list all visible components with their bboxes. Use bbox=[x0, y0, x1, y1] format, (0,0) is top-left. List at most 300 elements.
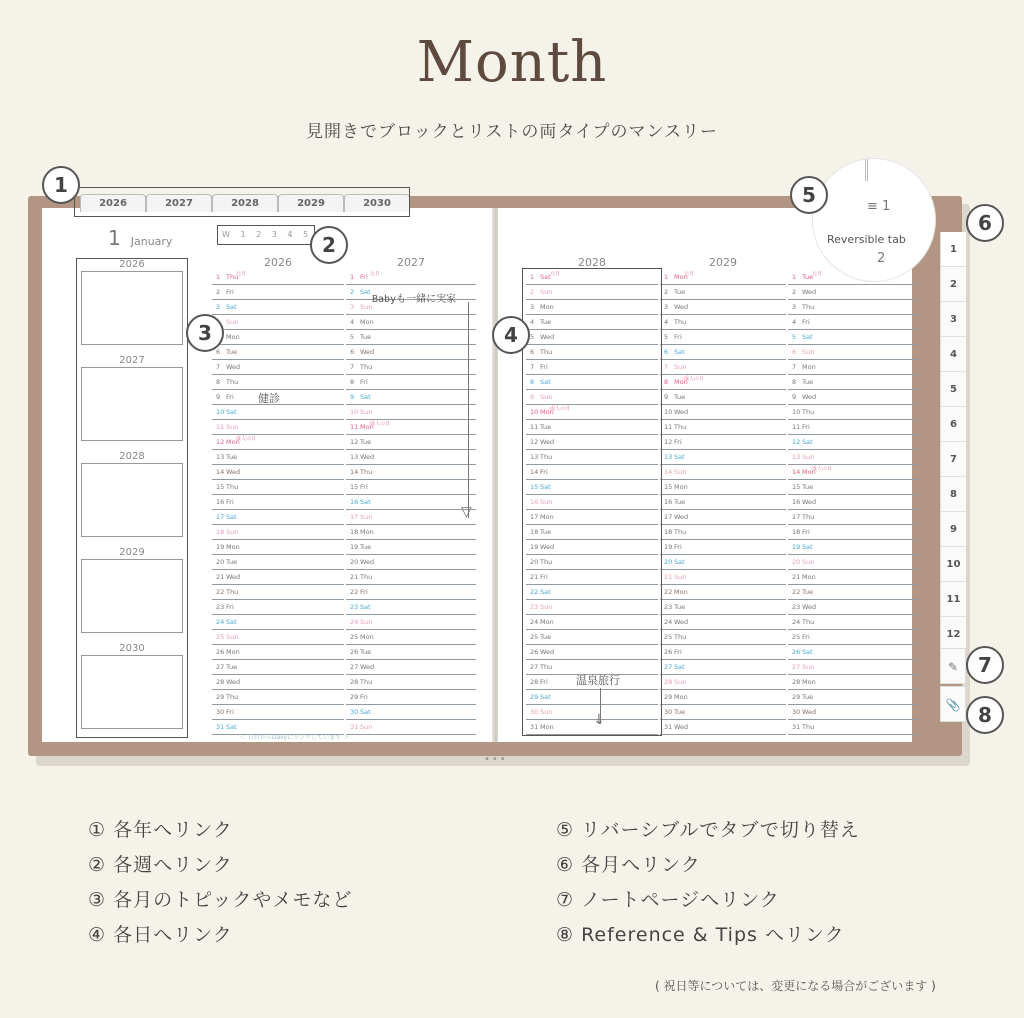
day-weekday: Sat bbox=[360, 708, 371, 716]
day-row[interactable] bbox=[212, 630, 344, 645]
day-row[interactable] bbox=[212, 420, 344, 435]
day-weekday: Sat bbox=[674, 453, 685, 461]
day-weekday: Fri bbox=[360, 693, 368, 701]
day-number: 5 bbox=[350, 333, 355, 341]
day-weekday: Sun bbox=[674, 468, 687, 476]
day-weekday: Thu bbox=[802, 513, 815, 521]
day-number: 31 bbox=[350, 723, 359, 731]
day-number: 31 bbox=[664, 723, 673, 731]
month-tab-9[interactable]: 9 bbox=[940, 512, 966, 547]
reversible-tab-side-b[interactable]: 2 bbox=[877, 251, 886, 266]
day-number: 13 bbox=[530, 453, 539, 461]
day-row[interactable] bbox=[212, 660, 344, 675]
day-weekday: Fri bbox=[540, 678, 548, 686]
day-row[interactable] bbox=[660, 570, 786, 585]
day-row[interactable] bbox=[660, 615, 786, 630]
day-row[interactable] bbox=[660, 480, 786, 495]
day-row[interactable] bbox=[212, 465, 344, 480]
day-weekday: Mon bbox=[360, 528, 374, 536]
day-row[interactable] bbox=[660, 510, 786, 525]
day-row[interactable] bbox=[346, 330, 476, 345]
day-row[interactable] bbox=[346, 465, 476, 480]
month-tab-7[interactable]: 7 bbox=[940, 442, 966, 477]
day-weekday: Sat bbox=[540, 483, 551, 491]
month-tab-4[interactable]: 4 bbox=[940, 337, 966, 372]
day-row[interactable] bbox=[788, 450, 920, 465]
day-row[interactable] bbox=[660, 420, 786, 435]
day-row[interactable] bbox=[660, 555, 786, 570]
day-number: 23 bbox=[664, 603, 673, 611]
day-weekday: Mon bbox=[226, 543, 240, 551]
day-number: 26 bbox=[530, 648, 539, 656]
day-number: 8 bbox=[664, 378, 669, 386]
legend-item-8: ⑧ Reference & Tips へリンク bbox=[556, 924, 845, 946]
day-number: 10 bbox=[664, 408, 673, 416]
day-weekday: Sat bbox=[360, 603, 371, 611]
day-row[interactable] bbox=[788, 720, 920, 735]
month-tab-11[interactable]: 11 bbox=[940, 582, 966, 617]
day-row[interactable] bbox=[346, 705, 476, 720]
day-row[interactable] bbox=[788, 660, 920, 675]
day-weekday: Fri bbox=[226, 498, 234, 506]
day-row[interactable] bbox=[788, 510, 920, 525]
day-weekday: Thu bbox=[226, 273, 239, 281]
year-topic-box[interactable] bbox=[81, 655, 183, 729]
day-weekday: Tue bbox=[360, 333, 372, 341]
day-row[interactable] bbox=[788, 555, 920, 570]
day-number: 26 bbox=[792, 648, 801, 656]
day-row[interactable] bbox=[788, 675, 920, 690]
day-number: 28 bbox=[664, 678, 673, 686]
day-number: 2 bbox=[530, 288, 535, 296]
day-weekday: Tue bbox=[540, 528, 552, 536]
legend-item-7: ⑦ ノートページへリンク bbox=[556, 889, 780, 911]
day-row[interactable] bbox=[346, 420, 476, 435]
day-weekday: Sun bbox=[540, 708, 553, 716]
day-number: 23 bbox=[216, 603, 225, 611]
day-row[interactable] bbox=[212, 405, 344, 420]
day-row[interactable] bbox=[346, 720, 476, 735]
day-row[interactable] bbox=[788, 495, 920, 510]
day-weekday: Wed bbox=[540, 438, 555, 446]
day-row[interactable] bbox=[346, 540, 476, 555]
day-number: 19 bbox=[792, 543, 801, 551]
day-row[interactable] bbox=[660, 660, 786, 675]
day-weekday: Sun bbox=[360, 618, 373, 626]
day-row[interactable] bbox=[212, 360, 344, 375]
week-link-w[interactable]: W bbox=[222, 230, 230, 239]
day-row[interactable] bbox=[212, 690, 344, 705]
day-weekday: Wed bbox=[674, 303, 689, 311]
day-weekday: Sun bbox=[674, 573, 687, 581]
day-weekday: Sun bbox=[802, 348, 815, 356]
day-row[interactable] bbox=[788, 420, 920, 435]
day-weekday: Mon bbox=[226, 438, 240, 446]
day-row[interactable] bbox=[212, 600, 344, 615]
day-row[interactable] bbox=[788, 345, 920, 360]
callout-badge-8: 8 bbox=[966, 696, 1004, 734]
day-row[interactable] bbox=[660, 540, 786, 555]
day-number: 24 bbox=[216, 618, 225, 626]
day-row[interactable] bbox=[660, 285, 786, 300]
day-row[interactable] bbox=[660, 345, 786, 360]
day-number: 9 bbox=[216, 393, 221, 401]
day-weekday: Mon bbox=[360, 318, 374, 326]
day-number: 9 bbox=[792, 393, 797, 401]
year-tab-2028[interactable]: 2028 bbox=[212, 194, 278, 212]
legend-item-6: ⑥ 各月へリンク bbox=[556, 854, 701, 876]
day-row[interactable] bbox=[212, 480, 344, 495]
day-row[interactable] bbox=[346, 615, 476, 630]
day-row[interactable] bbox=[346, 345, 476, 360]
day-weekday: Sat bbox=[226, 618, 237, 626]
day-weekday: Thu bbox=[360, 678, 373, 686]
day-number: 9 bbox=[350, 393, 355, 401]
day-row[interactable] bbox=[346, 450, 476, 465]
day-number: 8 bbox=[216, 378, 221, 386]
month-tab-8[interactable]: 8 bbox=[940, 477, 966, 512]
day-row[interactable] bbox=[660, 585, 786, 600]
week-link-5[interactable]: 5 bbox=[303, 230, 309, 239]
legend-left bbox=[88, 815, 352, 955]
day-number: 24 bbox=[350, 618, 359, 626]
day-number: 24 bbox=[530, 618, 539, 626]
year-topic-box[interactable] bbox=[81, 367, 183, 441]
day-row[interactable] bbox=[346, 585, 476, 600]
day-row[interactable] bbox=[660, 435, 786, 450]
day-number: 11 bbox=[530, 423, 539, 431]
day-row[interactable] bbox=[660, 450, 786, 465]
day-row[interactable] bbox=[788, 630, 920, 645]
day-row[interactable] bbox=[788, 540, 920, 555]
day-row[interactable] bbox=[212, 450, 344, 465]
day-row[interactable] bbox=[660, 645, 786, 660]
day-number: 21 bbox=[664, 573, 673, 581]
day-weekday: Mon bbox=[802, 573, 816, 581]
day-weekday: Mon bbox=[226, 648, 240, 656]
day-row[interactable] bbox=[212, 615, 344, 630]
day-row[interactable] bbox=[660, 315, 786, 330]
day-list-2030 bbox=[788, 270, 920, 735]
daily-link-note: ＜ 日付からDailyにリンクしています ＞ bbox=[240, 734, 349, 741]
day-number: 1 bbox=[792, 273, 797, 281]
day-row[interactable] bbox=[212, 705, 344, 720]
day-number: 19 bbox=[350, 543, 359, 551]
day-weekday: Wed bbox=[360, 558, 375, 566]
day-row[interactable] bbox=[788, 390, 920, 405]
day-weekday: Wed bbox=[226, 573, 241, 581]
day-number: 8 bbox=[350, 378, 355, 386]
day-weekday: Sun bbox=[802, 453, 815, 461]
day-row[interactable] bbox=[346, 480, 476, 495]
day-row[interactable] bbox=[788, 645, 920, 660]
day-number: 3 bbox=[530, 303, 535, 311]
day-row[interactable] bbox=[660, 375, 786, 390]
month-tab-2[interactable]: 2 bbox=[940, 267, 966, 302]
day-number: 2 bbox=[664, 288, 669, 296]
month-tab-10[interactable]: 10 bbox=[940, 547, 966, 582]
day-weekday: Wed bbox=[360, 663, 375, 671]
day-weekday: Tue bbox=[360, 648, 372, 656]
day-row[interactable] bbox=[346, 645, 476, 660]
day-row[interactable] bbox=[660, 270, 786, 285]
day-weekday: Mon bbox=[226, 333, 240, 341]
month-tab-6[interactable]: 6 bbox=[940, 407, 966, 442]
year-topic-box[interactable] bbox=[81, 559, 183, 633]
day-weekday: Mon bbox=[802, 468, 816, 476]
day-weekday: Tue bbox=[540, 633, 552, 641]
day-number: 12 bbox=[530, 438, 539, 446]
day-number: 20 bbox=[664, 558, 673, 566]
day-row[interactable] bbox=[660, 360, 786, 375]
day-number: 22 bbox=[350, 588, 359, 596]
day-number: 29 bbox=[664, 693, 673, 701]
day-row[interactable] bbox=[788, 690, 920, 705]
day-weekday: Sat bbox=[226, 513, 237, 521]
day-row[interactable] bbox=[788, 405, 920, 420]
day-row[interactable] bbox=[346, 375, 476, 390]
day-number: 4 bbox=[350, 318, 355, 326]
day-weekday: Thu bbox=[674, 318, 687, 326]
day-weekday: Tue bbox=[674, 288, 686, 296]
year-topic-box[interactable] bbox=[81, 271, 183, 345]
day-weekday: Tue bbox=[360, 438, 372, 446]
day-row[interactable] bbox=[788, 465, 920, 480]
legend-right bbox=[556, 815, 860, 955]
day-number: 15 bbox=[530, 483, 539, 491]
day-number: 12 bbox=[216, 438, 225, 446]
day-row[interactable] bbox=[346, 405, 476, 420]
year-tab-2026[interactable]: 2026 bbox=[80, 194, 146, 212]
day-row[interactable] bbox=[212, 330, 344, 345]
day-row[interactable] bbox=[346, 360, 476, 375]
day-weekday: Fri bbox=[360, 273, 368, 281]
note-pen-icon[interactable]: ✎ bbox=[940, 648, 966, 684]
day-number: 22 bbox=[664, 588, 673, 596]
day-row[interactable] bbox=[660, 720, 786, 735]
footnote: ( 祝日等については、変更になる場合がございます ) bbox=[655, 979, 936, 993]
day-row[interactable] bbox=[212, 585, 344, 600]
day-row[interactable] bbox=[346, 555, 476, 570]
day-number: 10 bbox=[216, 408, 225, 416]
day-number: 2 bbox=[792, 288, 797, 296]
year-tab-2030[interactable]: 2030 bbox=[344, 194, 410, 212]
day-row[interactable] bbox=[346, 600, 476, 615]
year-tab-2027[interactable]: 2027 bbox=[146, 194, 212, 212]
day-row[interactable] bbox=[660, 300, 786, 315]
day-row[interactable] bbox=[346, 690, 476, 705]
day-row[interactable] bbox=[788, 570, 920, 585]
day-number: 22 bbox=[792, 588, 801, 596]
day-row[interactable] bbox=[212, 300, 344, 315]
day-row[interactable] bbox=[788, 705, 920, 720]
month-number: 1 bbox=[108, 226, 121, 250]
day-row[interactable] bbox=[212, 645, 344, 660]
day-row[interactable] bbox=[660, 405, 786, 420]
day-row[interactable] bbox=[212, 495, 344, 510]
day-weekday: Mon bbox=[802, 678, 816, 686]
week-link-2[interactable]: 2 bbox=[256, 230, 262, 239]
day-number: 28 bbox=[792, 678, 801, 686]
day-weekday: Wed bbox=[802, 708, 817, 716]
day-number: 16 bbox=[792, 498, 801, 506]
day-weekday: Tue bbox=[802, 378, 814, 386]
callout-badge-7: 7 bbox=[966, 646, 1004, 684]
day-row[interactable] bbox=[346, 315, 476, 330]
day-number: 16 bbox=[530, 498, 539, 506]
day-number: 24 bbox=[792, 618, 801, 626]
day-weekday: Thu bbox=[540, 663, 553, 671]
day-row[interactable] bbox=[660, 630, 786, 645]
reversible-tab-side-a[interactable]: ≡ 1 bbox=[867, 199, 891, 214]
week-link-1[interactable]: 1 bbox=[240, 230, 246, 239]
day-row[interactable] bbox=[788, 330, 920, 345]
day-row[interactable] bbox=[788, 480, 920, 495]
day-row[interactable] bbox=[660, 600, 786, 615]
day-weekday: Wed bbox=[360, 348, 375, 356]
day-row[interactable] bbox=[788, 375, 920, 390]
day-row[interactable] bbox=[660, 330, 786, 345]
day-number: 22 bbox=[530, 588, 539, 596]
day-row[interactable] bbox=[212, 315, 344, 330]
day-weekday: Wed bbox=[674, 618, 689, 626]
day-row[interactable] bbox=[212, 555, 344, 570]
day-weekday: Sun bbox=[674, 363, 687, 371]
day-number: 3 bbox=[792, 303, 797, 311]
day-row[interactable] bbox=[346, 270, 476, 285]
day-weekday: Tue bbox=[540, 423, 552, 431]
month-tab-5[interactable]: 5 bbox=[940, 372, 966, 407]
month-tab-3[interactable]: 3 bbox=[940, 302, 966, 337]
day-number: 18 bbox=[530, 528, 539, 536]
day-row[interactable] bbox=[346, 435, 476, 450]
day-row[interactable] bbox=[212, 285, 344, 300]
day-row[interactable] bbox=[346, 495, 476, 510]
holiday-label: 元日 bbox=[370, 271, 381, 277]
day-row[interactable] bbox=[212, 525, 344, 540]
day-number: 16 bbox=[216, 498, 225, 506]
day-number: 13 bbox=[792, 453, 801, 461]
month-tab-12[interactable]: 12 bbox=[940, 617, 966, 652]
day-weekday: Thu bbox=[226, 378, 239, 386]
day-row[interactable] bbox=[788, 285, 920, 300]
day-row[interactable] bbox=[788, 300, 920, 315]
year-tab-2029[interactable]: 2029 bbox=[278, 194, 344, 212]
day-weekday: Mon bbox=[360, 423, 374, 431]
day-row[interactable] bbox=[212, 270, 344, 285]
day-row[interactable] bbox=[346, 510, 476, 525]
day-row[interactable] bbox=[346, 660, 476, 675]
reversible-tab-a-label: 1 bbox=[882, 199, 891, 214]
day-row[interactable] bbox=[660, 495, 786, 510]
day-weekday: Thu bbox=[802, 618, 815, 626]
day-number: 6 bbox=[664, 348, 669, 356]
day-row[interactable] bbox=[212, 345, 344, 360]
day-row[interactable] bbox=[788, 315, 920, 330]
day-number: 25 bbox=[350, 633, 359, 641]
month-tab-1[interactable]: 1 bbox=[940, 232, 966, 267]
day-weekday: Thu bbox=[674, 423, 687, 431]
day-row[interactable] bbox=[660, 465, 786, 480]
day-row[interactable] bbox=[212, 570, 344, 585]
day-row[interactable] bbox=[212, 510, 344, 525]
day-row[interactable] bbox=[788, 525, 920, 540]
day-row[interactable] bbox=[660, 690, 786, 705]
day-number: 1 bbox=[530, 273, 535, 281]
day-number: 31 bbox=[792, 723, 801, 731]
day-number: 29 bbox=[216, 693, 225, 701]
day-number: 20 bbox=[792, 558, 801, 566]
day-number: 11 bbox=[350, 423, 359, 431]
day-number: 17 bbox=[530, 513, 539, 521]
day-row[interactable] bbox=[346, 525, 476, 540]
day-weekday: Mon bbox=[674, 693, 688, 701]
holiday-label: 成人の日 bbox=[370, 421, 391, 427]
day-row[interactable] bbox=[346, 570, 476, 585]
day-weekday: Sat bbox=[802, 648, 813, 656]
day-row[interactable] bbox=[212, 435, 344, 450]
tab-edge-stripes bbox=[865, 159, 899, 181]
year-topic-label: 2030 bbox=[119, 643, 145, 654]
week-link-4[interactable]: 4 bbox=[287, 230, 293, 239]
day-weekday: Fri bbox=[226, 603, 234, 611]
day-row[interactable] bbox=[660, 390, 786, 405]
day-weekday: Tue bbox=[802, 273, 814, 281]
day-number: 12 bbox=[350, 438, 359, 446]
day-weekday: Sat bbox=[802, 333, 813, 341]
day-number: 30 bbox=[350, 708, 359, 716]
day-number: 26 bbox=[664, 648, 673, 656]
day-number: 3 bbox=[664, 303, 669, 311]
week-link-3[interactable]: 3 bbox=[271, 230, 277, 239]
day-row[interactable] bbox=[212, 375, 344, 390]
day-row[interactable] bbox=[788, 615, 920, 630]
day-row[interactable] bbox=[346, 390, 476, 405]
day-row[interactable] bbox=[212, 540, 344, 555]
year-topic-box[interactable] bbox=[81, 463, 183, 537]
day-weekday: Sun bbox=[540, 288, 553, 296]
day-weekday: Fri bbox=[360, 483, 368, 491]
day-weekday: Thu bbox=[802, 303, 815, 311]
day-number: 10 bbox=[530, 408, 539, 416]
day-weekday: Mon bbox=[674, 588, 688, 596]
callout-badge-4: 4 bbox=[492, 316, 530, 354]
day-row[interactable] bbox=[346, 675, 476, 690]
page-subtitle: 見開きでブロックとリストの両タイプのマンスリー bbox=[306, 122, 718, 142]
day-row[interactable] bbox=[788, 435, 920, 450]
holiday-label: 元日 bbox=[812, 271, 823, 277]
day-weekday: Thu bbox=[540, 453, 553, 461]
day-weekday: Sun bbox=[540, 603, 553, 611]
day-row[interactable] bbox=[660, 705, 786, 720]
day-row[interactable] bbox=[788, 600, 920, 615]
day-row[interactable] bbox=[788, 360, 920, 375]
year-topic-label: 2029 bbox=[119, 547, 145, 558]
memo-arrow bbox=[468, 302, 469, 518]
day-weekday: Tue bbox=[674, 708, 686, 716]
day-row[interactable] bbox=[212, 675, 344, 690]
day-weekday: Tue bbox=[226, 663, 238, 671]
day-row[interactable] bbox=[788, 585, 920, 600]
day-weekday: Thu bbox=[226, 693, 239, 701]
day-row[interactable] bbox=[660, 675, 786, 690]
day-row[interactable] bbox=[346, 630, 476, 645]
day-row[interactable] bbox=[660, 525, 786, 540]
day-weekday: Mon bbox=[674, 378, 688, 386]
legend-item-5: ⑤ リバーシブルでタブで切り替え bbox=[556, 819, 860, 841]
column-year-2027: 2027 bbox=[397, 256, 425, 269]
paperclip-icon[interactable]: 📎 bbox=[940, 686, 966, 722]
